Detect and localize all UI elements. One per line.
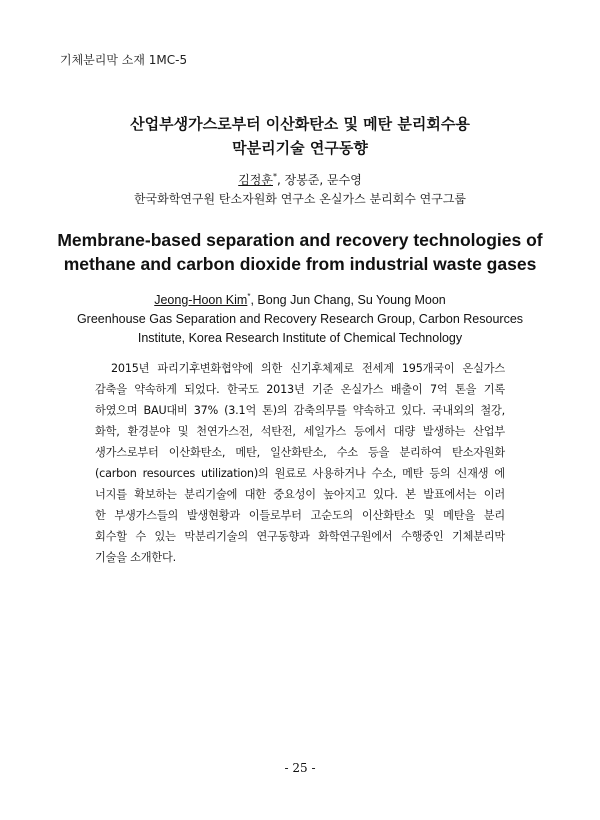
english-affiliation-line-1: Greenhouse Gas Separation and Recovery Research Group, Carbon Resources xyxy=(76,312,524,326)
korean-authors xyxy=(0,171,600,188)
abstract-line: 너지를 확보하는 분리기술에 대한 중요성이 높아지고 있다. 본 발표에서는 이러 xyxy=(95,488,505,501)
korean-affiliation: 한국화학연구원 탄소자원화 연구소 온실가스 분리회수 연구그룹 xyxy=(133,192,467,206)
korean-coauthors: , 장봉준, 문수영 xyxy=(276,173,362,187)
korean-title-line-2: 막분리기술 연구동향 xyxy=(232,139,368,157)
abstract-line: 한 부생가스들의 발생현황과 이들로부터 고순도의 이산화탄소 및 메탄을 분리 xyxy=(95,509,505,522)
english-affiliation-line-2: Institute, Korea Research Institute of Chemical Technology xyxy=(137,331,463,345)
abstract-line: 감축을 약속하게 되었다. 한국도 2013년 기준 온실가스 배출이 7억 톤을 기록 xyxy=(95,383,505,396)
abstract-line: 2015년 파리기후변화협약에 의한 신기후체제로 전세계 195개국이 온실가스 xyxy=(111,362,505,375)
page-number: - 25 - xyxy=(284,761,316,775)
abstract-line: 하였으며 BAU대비 37% (3.1억 톤)의 감축의무를 약속하고 있다. 국내외의 철강, xyxy=(95,404,505,417)
abstract-line: 기술을 소개한다. xyxy=(95,551,176,564)
korean-title-line-1: 산업부생가스로부터 이산화탄소 및 메탄 분리회수용 xyxy=(130,115,470,133)
corresponding-mark: * xyxy=(272,172,277,181)
abstract-line: 화학, 환경분야 및 천연가스전, 석탄전, 세일가스 등에서 대량 발생하는 산업부 xyxy=(95,425,505,438)
korean-corresponding-author: 김정훈 xyxy=(238,173,273,187)
abstract-line: (carbon resources utilization)의 원료로 사용하거나 수소, 메탄 등의 신재생 에 xyxy=(95,467,505,480)
abstract-line: 회수할 수 있는 막분리기술의 연구동향과 화학연구원에서 수행중인 기체분리막 xyxy=(95,530,505,543)
english-coauthors: , Bong Jun Chang, Su Young Moon xyxy=(250,293,446,307)
english-title-line-2: methane and carbon dioxide from industrial waste gases xyxy=(63,254,537,274)
abstract-line: 생가스로부터 이산화탄소, 메탄, 일산화탄소, 수소 등을 분리하여 탄소자원화 xyxy=(95,446,505,459)
corresponding-mark: * xyxy=(247,291,251,301)
english-corresponding-author: Jeong-Hoon Kim xyxy=(154,293,248,307)
english-title-line-1: Membrane-based separation and recovery technologies of xyxy=(57,230,543,250)
english-authors xyxy=(0,293,600,307)
session-code: 기체분리막 소재 1MC-5 xyxy=(60,53,188,67)
abstract-body xyxy=(95,358,505,568)
